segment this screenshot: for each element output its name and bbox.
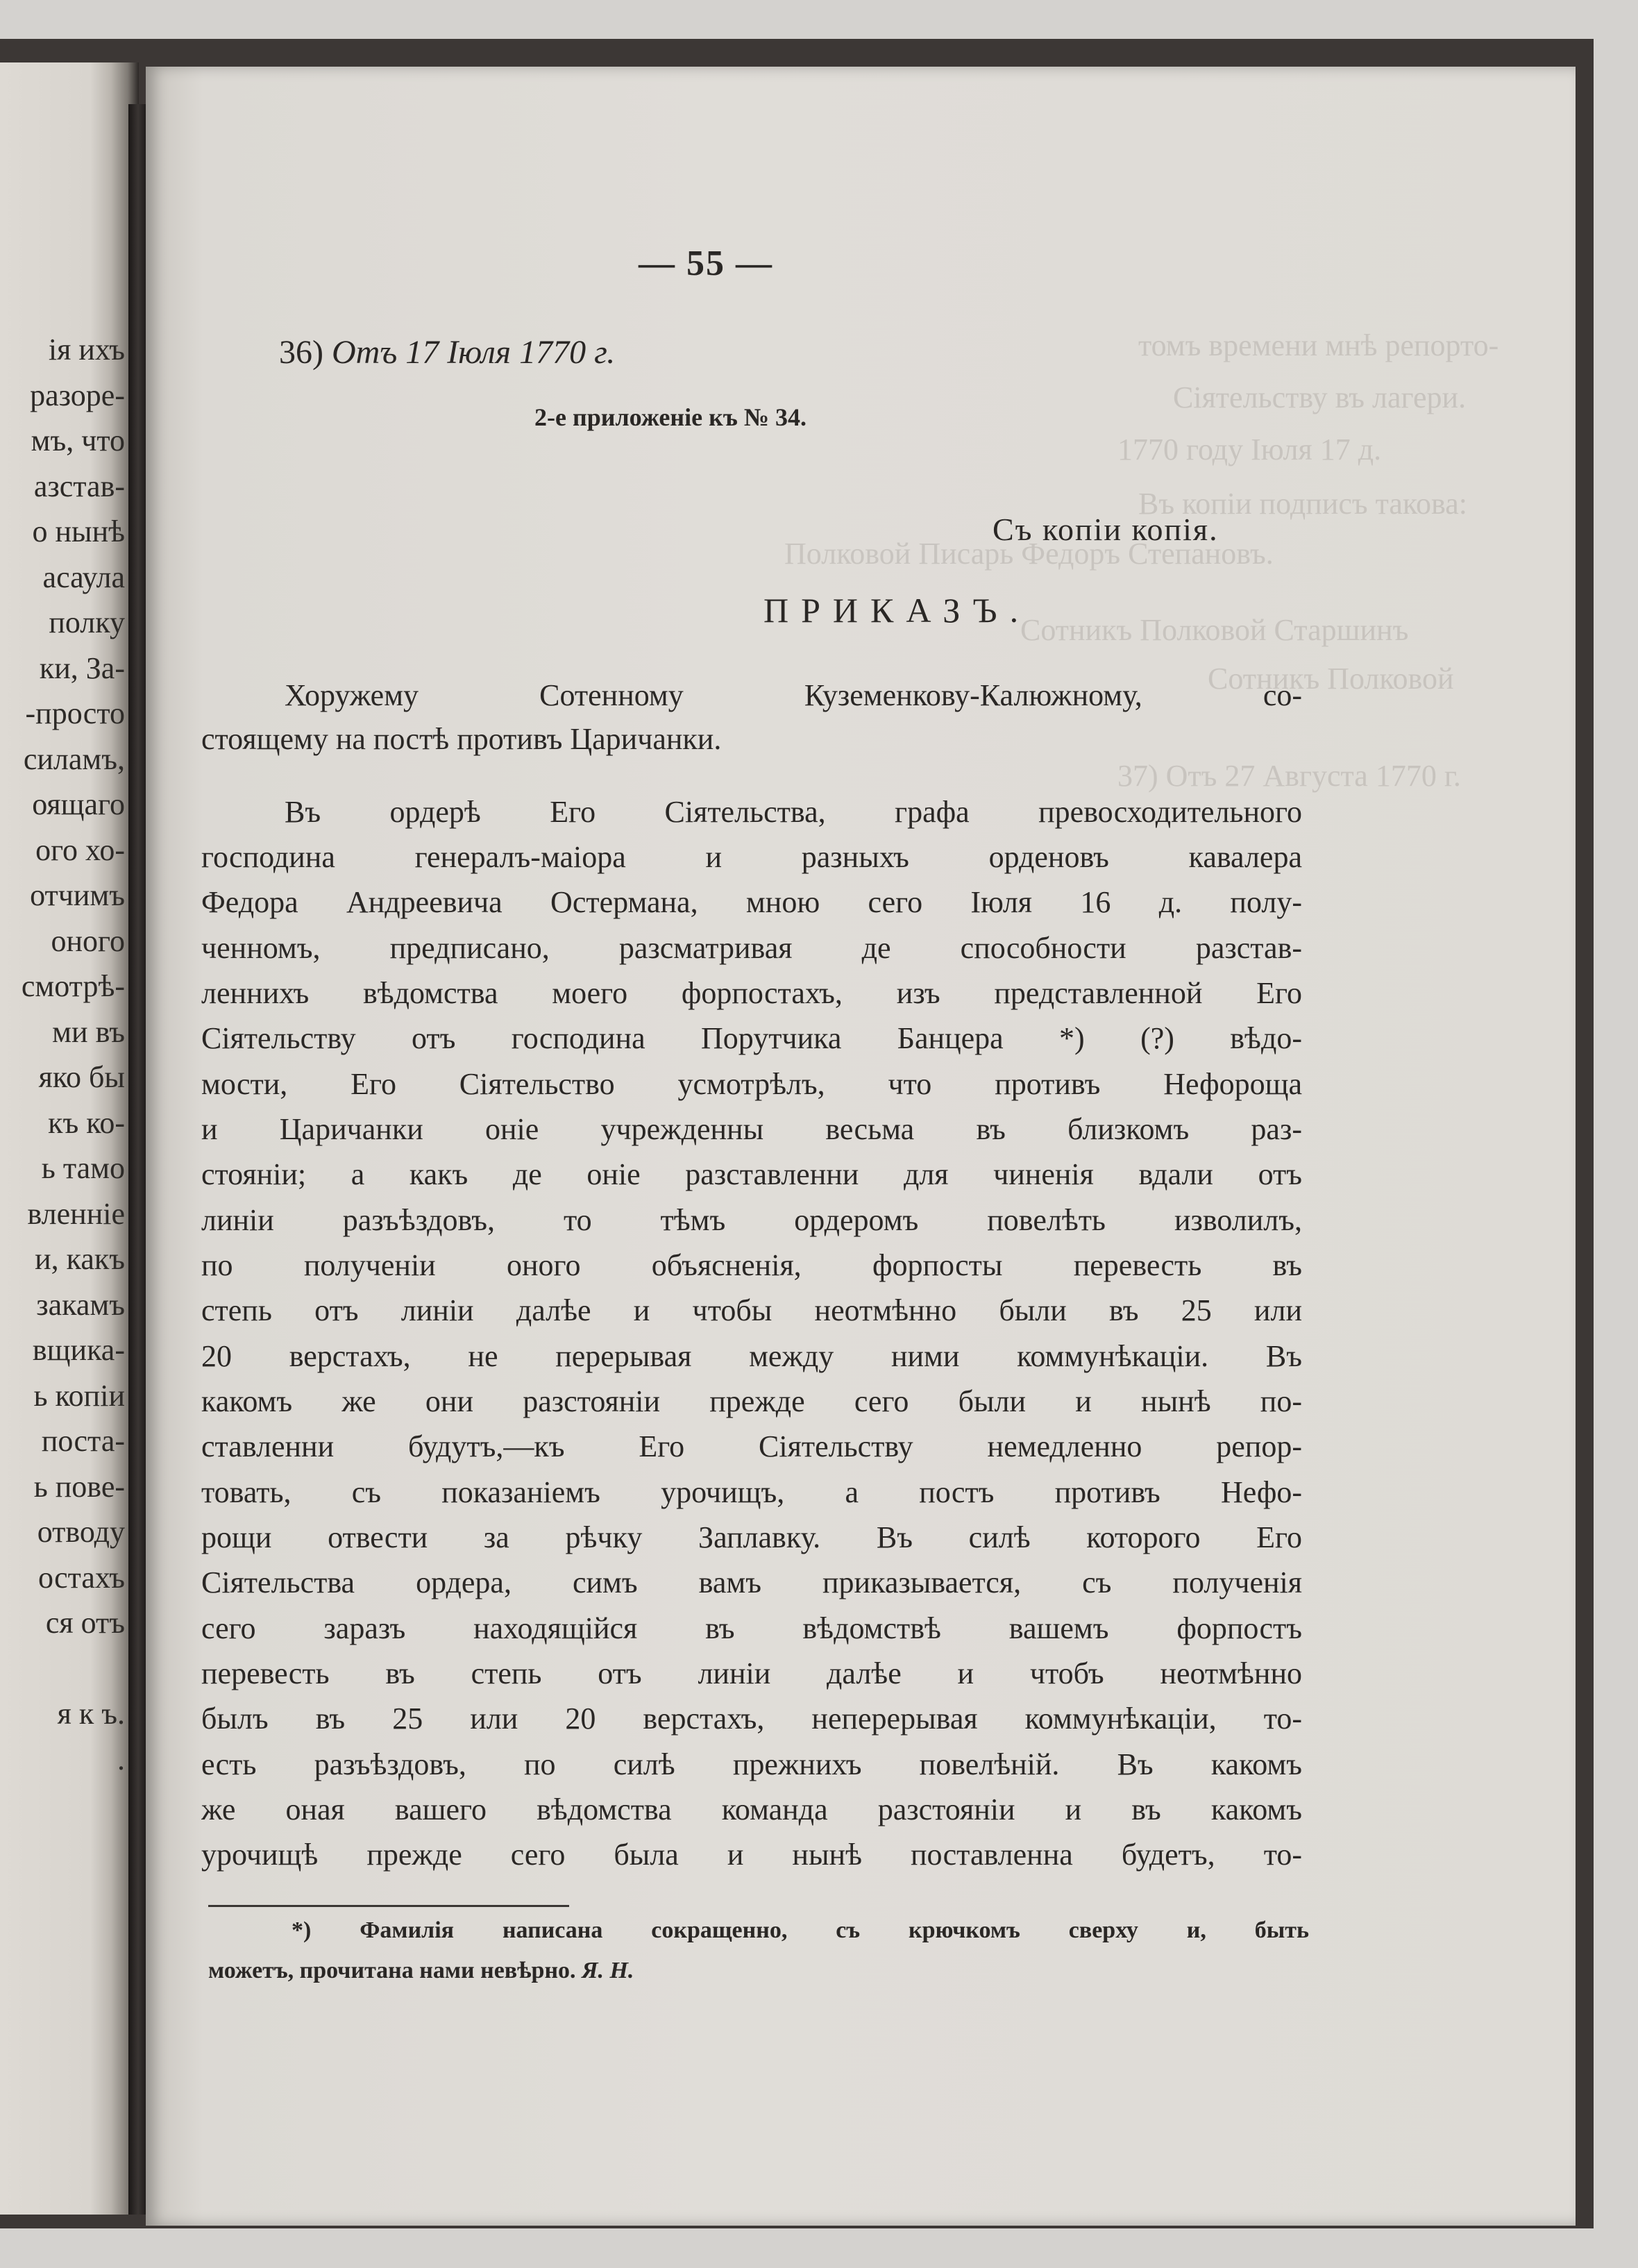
left-page-fragment: отводу [37,1515,125,1549]
show-through-text: Въ копіи подписъ такова: [1138,487,1467,521]
left-page-fragment: вщика- [32,1333,125,1367]
left-page-fragment: ся отъ [45,1606,125,1640]
page-number: — 55 — [639,244,773,283]
left-page-fragment: силамъ, [23,741,125,776]
document-title: ПРИКАЗЪ. [763,591,1031,630]
left-page-fragment: оящаго [32,787,125,821]
show-through-text: Сотникъ Полковой Старшинъ [1020,613,1409,647]
text-line: стояніи; а какъ де оніе разставленни для чиненія вдали отъ [201,1159,1302,1191]
text-line: Въ ордерѣ Его Сіятельства, графа превосходительного [285,797,1302,829]
left-page-fragment: смотрѣ- [21,969,125,1003]
left-page-fragment: о нынѣ [32,514,125,548]
left-page-fragment: отчимъ [30,878,125,912]
left-page-fragment: разоре- [30,378,125,412]
left-page-fragment: я к ъ. [57,1697,125,1731]
left-page-fragment: къ ко- [48,1105,125,1140]
text-line: есть разъѣздовъ, по силѣ прежнихъ повелѣній. Въ какомъ [201,1749,1302,1781]
footnote-rule [208,1905,569,1907]
left-page-fragment: ія ихъ [48,333,125,367]
attachment-note: 2-е приложеніе къ № 34. [534,403,807,431]
left-page-fragment: -просто [25,696,125,730]
text-line: Сіятельству отъ господина Порутчика Банцера *) (?) вѣдо- [201,1023,1302,1055]
left-page-fragment: вленніе [27,1196,125,1231]
text-line: Федора Андреевича Остермана, мною сего Іюля 16 д. полу- [201,887,1302,919]
text-line: сего заразъ находящійся въ вѣдомствѣ вашемъ форпостъ [201,1613,1302,1645]
text-line: Сіятельства ордера, симъ вамъ приказывается, съ полученія [201,1568,1302,1599]
text-line: стоящему на постѣ противъ Царичанки. [201,722,722,756]
left-page-fragment: оного [51,923,125,958]
left-page-fragment: ми въ [52,1014,125,1049]
left-page-fragment: ь пове- [33,1469,125,1504]
left-page-fragment: поста- [41,1424,125,1458]
left-page-edge [0,62,139,2215]
show-through-text: 1770 году Іюля 17 д. [1117,432,1382,467]
footnote-line: *) Фамилія написана сокращенно, съ крючкомъ сверху и, быть [292,1919,1309,1943]
text-line: леннихъ вѣдомства моего форпостахъ, изъ представленной Его [201,978,1302,1010]
show-through-text: Сотникъ Полковой [1208,662,1454,696]
text-line: и Царичанки оніе учрежденны весьма въ близкомъ раз- [201,1114,1302,1146]
show-through-text: томъ времени мнѣ репорто- [1138,328,1499,362]
left-page-fragment: ь копіи [33,1378,125,1413]
show-through-text: 37) Отъ 27 Августа 1770 г. [1117,759,1461,793]
text-line: степь отъ линіи далѣе и чтобы неотмѣнно были въ 25 или [201,1295,1302,1327]
show-through-text: Сіятельству въ лагери. [1173,380,1467,414]
left-page-fragment: полку [49,605,125,639]
text-line: товать, съ показаніемъ урочищъ, а постъ противъ Нефо- [201,1477,1302,1509]
left-page-fragment: и, какъ [35,1242,125,1276]
entry-heading [279,333,615,371]
footnote-signature: Я. Н. [582,1958,634,1983]
text-line: былъ въ 25 или 20 верстахъ, неперерывая коммунѣкаціи, то- [201,1704,1302,1736]
left-page-fragment: азстав- [33,469,125,503]
text-line: перевесть въ степь отъ линіи далѣе и чтобъ неотмѣнно [201,1658,1302,1690]
left-page-fragment: мъ, что [31,423,125,457]
left-page-fragment: ого хо- [35,832,125,867]
text-line: мости, Его Сіятельство усмотрѣлъ, что противъ Нефороща [201,1069,1302,1101]
footnote-line [208,1959,1309,1983]
text-line: по полученіи оного объясненія, форпосты перевесть въ [201,1250,1302,1282]
left-page-fragment: закамъ [36,1287,125,1322]
book-spine [128,104,148,2215]
entry-number: 36) [279,334,323,371]
left-page-fragment: . [117,1742,125,1776]
show-through-text: Полковой Писарь Федоръ Степановъ. [784,537,1274,571]
text-line: урочищѣ прежде сего была и нынѣ поставленна будетъ, то- [201,1840,1302,1872]
left-page-fragment: ь тамо [41,1151,125,1185]
left-page-fragment: яко бы [38,1060,125,1094]
text-line: линіи разъѣздовъ, то тѣмъ ордеромъ повелѣть изволилъ, [201,1205,1302,1237]
text-line: Хоружему Сотенному Куземенкову-Калюжному, со- [285,680,1302,712]
text-line: ченномъ, предписано, разсматривая де способности разстав- [201,933,1302,965]
copy-note: Съ копіи копія. [993,512,1219,547]
text-line: же оная вашего вѣдомства команда разстояніи и въ какомъ [201,1795,1302,1826]
text-line: ставленни будутъ,—къ Его Сіятельству немедленно репор- [201,1431,1302,1463]
text-line: какомъ же они разстояніи прежде сего были и нынѣ по- [201,1386,1302,1418]
left-page-fragment: асаула [42,560,125,594]
text-line: 20 верстахъ, не перерывая между ними коммунѣкаціи. Въ [201,1341,1302,1373]
text-line: господина генералъ-маіора и разныхъ орденовъ кавалера [201,842,1302,874]
left-page-fragment: ки, За- [39,650,125,685]
left-page-fragment: остахъ [38,1560,125,1595]
text-line: рощи отвести за рѣчку Заплавку. Въ силѣ которого Его [201,1522,1302,1554]
footnote-text: можетъ, прочитана нами невѣрно. [208,1958,576,1983]
entry-date: Отъ 17 Іюля 1770 г. [331,334,616,371]
